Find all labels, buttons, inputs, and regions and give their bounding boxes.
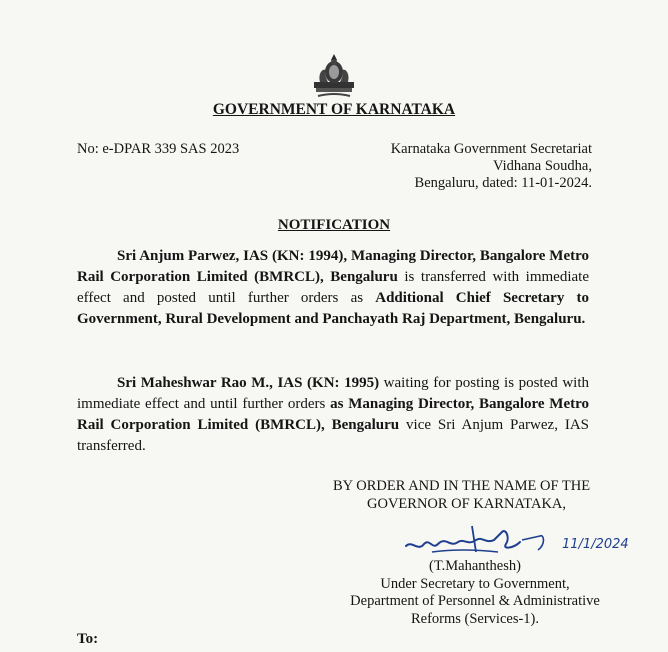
officer-1-details: Sri Anjum Parwez, IAS (KN: 1994), Managing Director, Bangalore Metro Rail Corporation Limited (BMRCL), Bengaluru bbox=[77, 248, 589, 285]
signatory-name: (T.Mahanthesh) bbox=[429, 558, 521, 574]
officer-2-details: Sri Maheshwar Rao M., IAS (KN: 1995) bbox=[117, 375, 380, 391]
paragraph-text: is transferred with immediate effect and posted until further orders as bbox=[77, 269, 589, 306]
address-line: Vidhana Soudha, bbox=[492, 158, 592, 174]
recipient-label: To: bbox=[77, 631, 99, 647]
order-line: BY ORDER AND IN THE NAME OF THE bbox=[333, 478, 591, 494]
new-posting-2: as Managing Director, Bangalore Metro Rail Corporation Limited (BMRCL), Bengaluru bbox=[77, 396, 589, 433]
paragraph-text: vice Sri Anjum Parwez, IAS transferred. bbox=[77, 417, 589, 454]
signatory-department: Department of Personnel & Administrative bbox=[350, 593, 600, 609]
transfer-paragraph-2 bbox=[77, 373, 589, 457]
signatory-designation: Under Secretary to Government, bbox=[380, 575, 570, 592]
paragraph-text: waiting for posting is posted with immediate effect and until further orders bbox=[77, 375, 589, 412]
handwritten-date bbox=[560, 530, 640, 556]
new-posting-1: Additional Chief Secretary to Government, Rural Development and Panchayath Raj Department, Bengaluru. bbox=[77, 290, 589, 327]
reference-number: No: e-DPAR 339 SAS 2023 bbox=[77, 141, 240, 157]
page-title: GOVERNMENT OF KARNATAKA bbox=[212, 101, 456, 118]
order-authority bbox=[333, 477, 590, 513]
notification-heading: NOTIFICATION bbox=[277, 217, 391, 233]
signatory-department: Reforms (Services-1). bbox=[410, 610, 540, 627]
issuing-address bbox=[391, 141, 592, 192]
karnataka-emblem-icon bbox=[312, 52, 356, 100]
order-line: GOVERNOR OF KARNATAKA, bbox=[367, 496, 567, 512]
address-line: Karnataka Government Secretariat bbox=[390, 141, 592, 157]
signatory-details bbox=[330, 558, 620, 628]
handwritten-date-text: 11/1/2024 bbox=[562, 537, 629, 552]
transfer-paragraph-1 bbox=[77, 246, 589, 330]
handwritten-signature bbox=[402, 518, 552, 560]
issue-date: Bengaluru, dated: 11-01-2024. bbox=[414, 175, 592, 191]
